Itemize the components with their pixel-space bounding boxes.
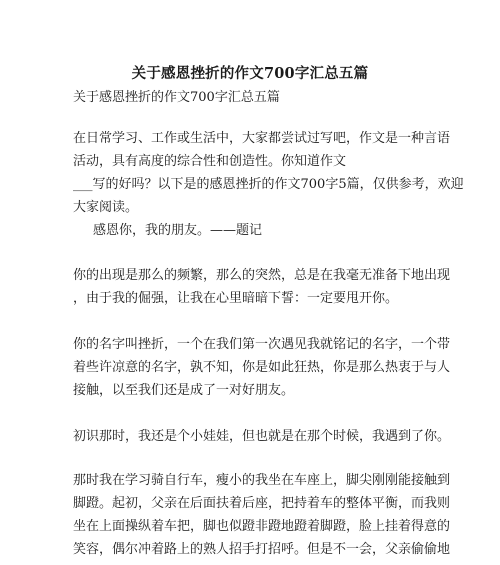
paragraph-line: 初识那时，我还是个小娃娃，但也就是在那个时候，我遇到了你。 [73,429,451,444]
document-title: 关于感恩挫折的作文700字汇总五篇 [131,65,369,82]
paragraph-line: 脚蹬。起初，父亲在后面扶着后座，把持着车的整体平衡，而我则 [73,496,451,511]
document-subtitle: 关于感恩挫折的作文700字汇总五篇 [73,90,280,105]
paragraph-2 [73,264,451,310]
paragraph-3 [73,333,451,402]
paragraph-5 [73,469,451,561]
paragraph-line: 大家阅读。 [73,200,139,215]
paragraph-line: 笑容，偶尔冲着路上的熟人招手打招呼。但是不一会，父亲偷偷地 [73,542,451,557]
paragraph-line: ，由于我的倔强，让我在心里暗暗下誓：一定要甩开你。 [73,291,399,306]
paragraph-line: 感恩你，我的朋友。——题记 [93,223,263,238]
paragraph-line: 那时我在学习骑自行车，瘦小的我坐在车座上，脚尖刚刚能接触到 [73,473,451,488]
paragraph-intro [73,127,464,219]
paragraph-line: 接触，以至我们还是成了一对好朋友。 [73,383,295,398]
paragraph-epigraph [73,219,455,242]
paragraph-line: 着些许凉意的名字，孰不知，你是如此狂热，你是那么热衷于与人 [73,360,451,375]
paragraph-line: 你的名字叫挫折，一个在我们第一次遇见我就铭记的名字，一个带 [73,337,451,352]
paragraph-4 [73,425,451,448]
paragraph-line: 在日常学习、工作或生活中，大家都尝试过写吧，作文是一种言语 [73,131,451,146]
paragraph-line: ___写的好吗？以下是的感恩挫折的作文700字5篇，仅供参考，欢迎 [73,177,464,192]
paragraph-line: 活动，具有高度的综合性和创造性。你知道作文 [73,154,347,169]
paragraph-line: 你的出现是那么的频繁，那么的突然，总是在我毫无准备下地出现 [73,268,451,283]
paragraph-line: 坐在上面操纵着车把，脚也似蹬非蹬地蹬着脚蹬，脸上挂着得意的 [73,519,451,534]
